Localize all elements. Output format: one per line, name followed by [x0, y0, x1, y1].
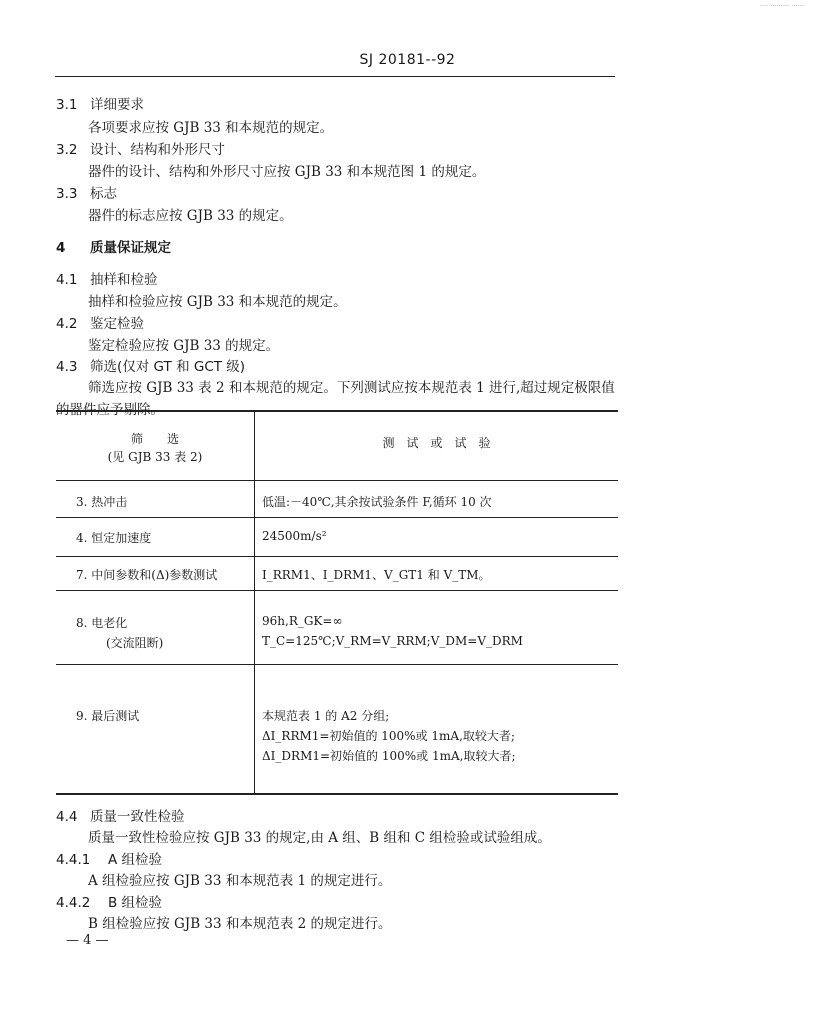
section-4-heading: [56, 236, 171, 256]
section-4-4-1-text: A 组检验应按 GJB 33 和本规范表 1 的规定进行。: [88, 873, 392, 889]
section-4-4-1-heading: [56, 848, 162, 868]
table-row-test-line2: T_C=125℃;V_RM=V_RRM;V_DM=V_DRM: [262, 634, 523, 648]
table-row-rule: [56, 664, 618, 665]
section-title: 质量保证规定: [90, 240, 171, 256]
table-row-test-line2: ΔI_RRM1=初始值的 100%或 1mA,取较大者;: [262, 729, 515, 743]
table-row-test: 本规范表 1 的 A2 分组;: [262, 709, 390, 723]
section-title: 设计、结构和外形尺寸: [90, 142, 225, 158]
section-4-2-text: 鉴定检验应按 GJB 33 的规定。: [88, 338, 280, 354]
table-row-rule: [56, 480, 618, 481]
section-4-4-2-text: B 组检验应按 GJB 33 和本规范表 2 的规定进行。: [88, 916, 392, 932]
section-4-4-text: 质量一致性检验应按 GJB 33 的规定,由 A 组、B 组和 C 组检验或试验组成。: [88, 830, 551, 846]
section-4-3-text-line2: 的器件应予剔除。: [56, 402, 164, 418]
table-row-rule: [56, 590, 618, 591]
section-4-2-heading: [56, 312, 144, 332]
header-rule: [55, 76, 615, 77]
table-row-screen: 3. 热冲击: [76, 495, 128, 509]
table-row-rule: [56, 517, 618, 518]
table-row-rule: [56, 556, 618, 557]
section-4-1-heading: [56, 268, 158, 288]
section-number: 3.1: [56, 97, 78, 113]
section-number: 4.3: [56, 359, 78, 375]
section-4-4-heading: [56, 805, 185, 825]
section-title: 质量一致性检验: [90, 809, 185, 825]
table-bottom-rule: [56, 793, 618, 795]
section-title: 标志: [90, 186, 117, 202]
table-top-rule: [56, 410, 618, 412]
section-4-3-heading: [56, 355, 245, 375]
section-number: 4.4: [56, 809, 78, 825]
table-row-screen: 4. 恒定加速度: [76, 531, 152, 545]
table-head-test: 测 试 或 试 验: [382, 436, 491, 450]
section-4-3-text-line1: 筛选应按 GJB 33 表 2 和本规范的规定。下列测试应按本规范表 1 进行,超过规定极限值: [88, 380, 615, 396]
section-title: 抽样和检验: [90, 272, 158, 288]
section-3-3-heading: [56, 182, 117, 202]
section-3-3-text: 器件的标志应按 GJB 33 的规定。: [88, 208, 293, 224]
table-row-screen-note: (交流阻断): [106, 636, 164, 650]
section-number: 4: [56, 240, 66, 256]
section-number: 4.4.1: [56, 852, 91, 868]
section-3-2-text: 器件的设计、结构和外形尺寸应按 GJB 33 和本规范图 1 的规定。: [88, 164, 486, 180]
section-number: 3.2: [56, 142, 78, 158]
page-number: — 4 —: [66, 933, 109, 948]
section-number: 4.1: [56, 272, 78, 288]
section-3-2-heading: [56, 138, 225, 158]
corner-mark: ····· ·········· ·······: [759, 3, 805, 10]
table-row-test: 24500m/s²: [262, 529, 327, 543]
section-title: 筛选(仅对 GT 和 GCT 级): [90, 359, 246, 375]
table-row-test: 低温:－40℃,其余按试验条件 F,循环 10 次: [262, 495, 492, 509]
table-row-screen: 8. 电老化: [76, 616, 128, 630]
table-row-screen: 9. 最后测试: [76, 709, 140, 723]
table-head-screen-ref: (见 GJB 33 表 2): [107, 450, 203, 464]
table-head-screen: 筛 选: [130, 432, 179, 446]
table-row-test: 96h,R_GK=∞: [262, 614, 343, 628]
table-column-divider: [254, 411, 255, 793]
section-number: 4.4.2: [56, 895, 91, 911]
table-row-test: I_RRM1、I_DRM1、V_GT1 和 V_TM。: [262, 568, 491, 582]
table-row-screen: 7. 中间参数和(Δ)参数测试: [76, 568, 218, 582]
section-title: 鉴定检验: [90, 316, 144, 332]
section-title: B 组检验: [108, 895, 163, 911]
section-number: 3.3: [56, 186, 78, 202]
section-3-1-text: 各项要求应按 GJB 33 和本规范的规定。: [88, 120, 334, 136]
section-title: 详细要求: [90, 97, 144, 113]
section-number: 4.2: [56, 316, 78, 332]
section-4-1-text: 抽样和检验应按 GJB 33 和本规范的规定。: [88, 294, 347, 310]
section-3-1-heading: [56, 93, 144, 113]
document-id: SJ 20181--92: [359, 52, 456, 68]
section-4-4-2-heading: [56, 891, 162, 911]
section-title: A 组检验: [108, 852, 163, 868]
table-row-test-line3: ΔI_DRM1=初始值的 100%或 1mA,取较大者;: [262, 749, 516, 763]
